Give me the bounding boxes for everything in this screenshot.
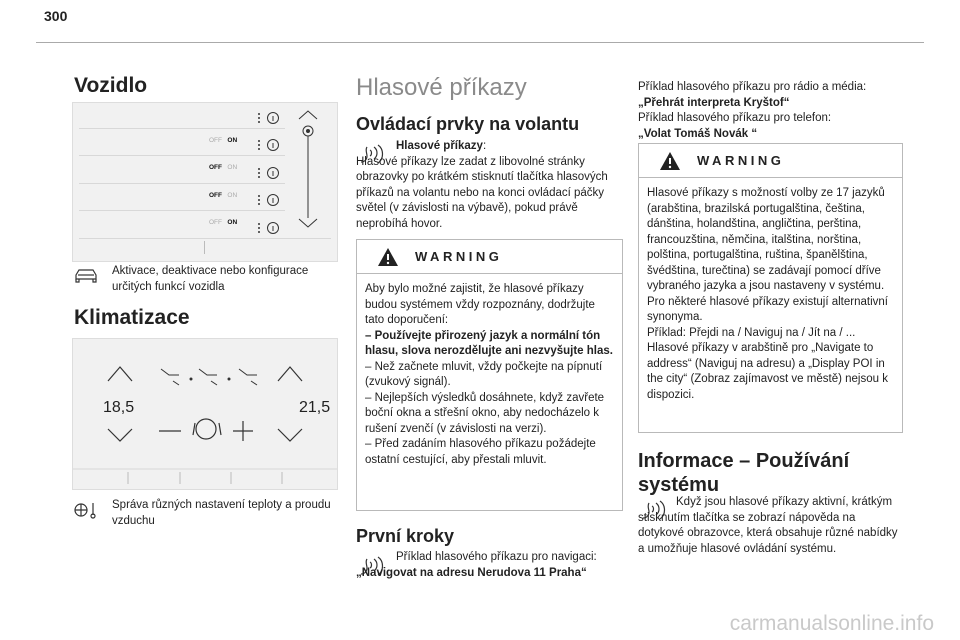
example-bold: „Přehrát interpreta Kryštof“ xyxy=(638,96,790,109)
info-icon[interactable] xyxy=(253,108,293,240)
top-divider xyxy=(36,42,924,43)
warning-text: Aby bylo možné zajistit, že hlasové příkazy budou systémem vždy rozpoznány, dodržujte tato doporučení: xyxy=(365,283,595,326)
prvni-kroky-title: První kroky xyxy=(356,526,455,546)
example-text: Příklad hlasového příkazu pro telefon: xyxy=(638,112,832,124)
toggle-switch[interactable]: OFF ON xyxy=(209,137,238,144)
warning-label: WARNING xyxy=(415,249,503,264)
panel-row-divider xyxy=(79,238,331,239)
panel-tab-divider xyxy=(204,241,205,254)
toggle-switch[interactable]: OFF ON xyxy=(209,219,238,226)
ovladaci-title: Ovládací prvky na volantu xyxy=(356,114,580,134)
info-text: Když jsou hlasové příkazy aktivní, krátkým stisknutím tlačítka se zobrazí nápověda na dotykové obrazovce, která obsahuje různé nabídky a umožňuje hlasové ovládání systému. xyxy=(638,496,898,555)
warning-icon xyxy=(377,247,399,267)
example-text: Příklad hlasového příkazu pro rádio a média: xyxy=(638,81,867,93)
klimatizace-caption: Správa různých nastavení teploty a proudu vzduchu xyxy=(112,499,331,527)
climate-panel xyxy=(72,338,338,490)
toggle-switch[interactable]: OFF ON xyxy=(209,192,238,199)
climate-icon xyxy=(72,500,102,520)
page-number: 300 xyxy=(44,8,68,24)
klimatizace-title: Klimatizace xyxy=(74,306,190,329)
scroll-bar[interactable] xyxy=(295,109,321,231)
temp-left[interactable]: 18,5 xyxy=(103,399,135,416)
info-title: Informace – Používání systému xyxy=(638,450,850,496)
warning-text: Příklad: Přejdi na / Naviguj na / Jít na / ... xyxy=(647,326,856,339)
vehicle-settings-panel xyxy=(72,102,338,262)
watermark: carmanualsonline.info xyxy=(729,612,934,635)
warning-text: – Před zadáním hlasového příkazu požádejte ostatní cestující, aby přestali mluvit. xyxy=(365,438,596,466)
ovladaci-text: Hlasové příkazy: Hlasové příkazy lze zadat z libovolné stránky obrazovky po krátkém stisknutí tlačítka hlasových příkazů na volantu nebo na konci ovládací páčky světel (v závislosti na výbavě), pokud právě neprobíhá hovor. xyxy=(356,140,608,230)
warning-box-2 xyxy=(638,143,903,433)
example-bold: „Volat Tomáš Novák “ xyxy=(638,127,758,140)
warning-text-bold: – Používejte přirozený jazyk a normální tón hlasu, slova nerozdělujte ani nezvyšujte hlas. xyxy=(365,329,613,357)
warning-box-1 xyxy=(356,239,623,511)
warning-text: Hlasové příkazy v arabštině pro „Navigate to address“ (Naviguj na adresu) a „Display POI in the city“ (Zobraz zajímavost ve městě) nejsou k dispozici. xyxy=(647,342,888,401)
toggle-switch[interactable]: OFF ON xyxy=(209,164,238,171)
prvni-kroky-text: Příklad hlasového příkazu pro navigaci: „Navigovat na adresu Nerudova 11 Praha“ xyxy=(356,551,597,579)
examples-block xyxy=(638,80,900,142)
warning-text: Hlasové příkazy s možností volby ze 17 jazyků (arabština, brazilská portugalština, čeština, dánština, holandština, angličtina, perština, francouzština, němčina, italština, norština, polština, portugalština, ruština, španělština, švédština, turečtina) se zadávají pomocí dříve vybraného jazyka a jsou nastaveny v systému. xyxy=(647,187,885,292)
temp-right[interactable]: 21,5 xyxy=(299,399,331,416)
warning-icon xyxy=(659,151,681,171)
vozidlo-caption: Aktivace, deaktivace nebo konfigurace určitých funkcí vozidla xyxy=(112,265,309,293)
hlasove-title: Hlasové příkazy xyxy=(356,74,527,101)
warning-text: Pro některé hlasové příkazy existují alternativní synonyma. xyxy=(647,295,888,323)
warning-text: – Nejlepších výsledků dosáhnete, když zavřete boční okna a střešní okno, aby nedocházelo k rušení zvenčí (v závislosti na verzi). xyxy=(365,391,605,435)
warning-text: – Než začnete mluvit, vždy počkejte na pípnutí (zvukový signál). xyxy=(365,360,603,388)
warning-label: WARNING xyxy=(697,153,785,168)
vozidlo-title: Vozidlo xyxy=(74,74,148,97)
car-icon xyxy=(73,266,99,286)
